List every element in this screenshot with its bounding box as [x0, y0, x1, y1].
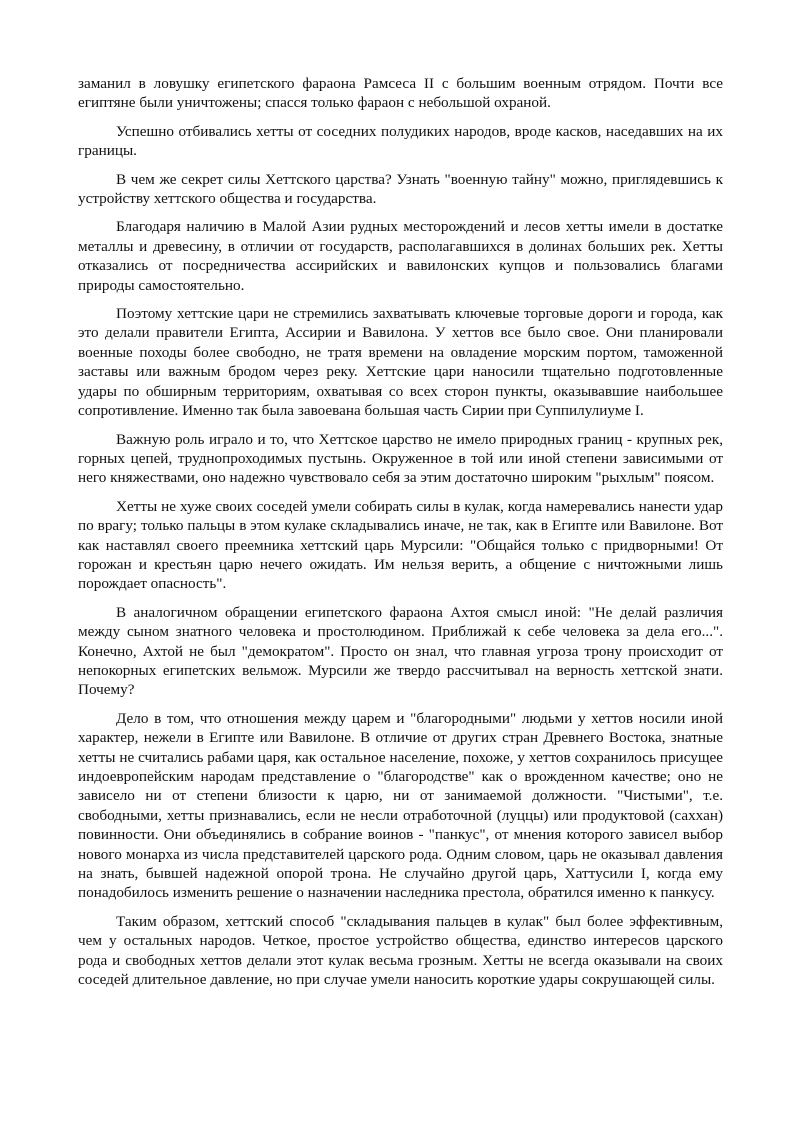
paragraph-natural-borders: Важную роль играло и то, что Хеттское царство не имело природных границ - крупных рек, горных цепей, труднопроходимых пустынь. Окруженное в той или иной степени зависимыми от него княжествами, оно надежно чувствовало себя за этим достаточно широким "рыхлым" поясом. [78, 430, 723, 487]
paragraph-military-campaigns: Поэтому хеттские цари не стремились захватывать ключевые торговые дороги и города, как это делали правители Египта, Ассирии и Вавилона. У хеттов все было свое. Они планировали военные походы более свободно, не тратя времени на овладение морским портом, таможенной заставы или важным бродом через реку. Хеттские цари наносили тщательно подготовленные удары по обширным территориям, охватывая со всех сторон пункты, оказывавшие наибольшее сопротивление. Именно так была завоевана большая часть Сирии при Суппилулиуме I. [78, 305, 723, 420]
paragraph-nobility-pankus: Дело в том, что отношения между царем и "благородными" людьми у хеттов носили иной характер, нежели в Египте или Вавилоне. В отличие от других стран Древнего Востока, знатные хетты не считались рабами царя, как остальное население, похоже, у хеттов сохранилось присущее индоевропейским народам представление о "благородстве" как о врожденном качестве; оно не зависело ни от степени близости к царю, ни от занимаемой должности. "Чистыми", т.е. свободными, хетты признавались, если не несли отработочной (луццы) или продуктовой (саххан) повинности. Они объединялись в собрание воинов - "панкус", от мнения которого зависел выбор нового монарха из числа представителей царского рода. Одним словом, царь не оказывал давления на знать, бывшей надежной опорой трона. Не случайно другой царь, Хаттусили I, когда ему понадобилось изменить решение о назначении наследника престола, обратился именно к панкусу. [78, 709, 723, 902]
paragraph-conclusion: Таким образом, хеттский способ "складывания пальцев в кулак" был более эффективным, чем у остальных народов. Четкое, простое устройство общества, единство интересов царского рода и свободных хеттов делали этот кулак весьма грозным. Хетты не всегда оказывали на своих соседей длительное давление, но при случае умели наносить короткие удары сокрушающей силы. [78, 912, 723, 989]
paragraph-mursili-advice: Хетты не хуже своих соседей умели собирать силы в кулак, когда намеревались нанести удар по врагу; только пальцы в этом кулаке складывались иначе, не так, как в Египте или Вавилоне. Вот как наставлял своего преемника хеттский царь Мурсили: "Общайся только с придворными! От горожан и крестьян царю нечего ожидать. Им нельзя верить, а общение с ничтожными лишь порождает опасность". [78, 497, 723, 593]
paragraph-ramses-trap: заманил в ловушку египетского фараона Рамсеса II с большим военным отрядом. Почти все египтяне были уничтожены; спасся только фараон с небольшой охраной. [78, 75, 723, 112]
document-page [78, 74, 723, 998]
paragraph-akhtoy-address: В аналогичном обращении египетского фараона Ахтоя смысл иной: "Не делай различия между сыном знатного человека и простолюдином. Приближай к себе человека за дела его...". Конечно, Ахтой не был "демократом". Просто он знал, что главная угроза трону происходит от непокорных египетских вельмож. Мурсили же твердо рассчитывал на верность хеттской знати. Почему? [78, 603, 723, 699]
paragraph-natural-resources: Благодаря наличию в Малой Азии рудных месторождений и лесов хетты имели в достатке металлы и древесину, в отличии от государств, располагавшихся в долинах больших рек. Хетты отказались от посредничества ассирийских и вавилонских купцов и пользовались благами природы самостоятельно. [78, 218, 723, 294]
paragraph-secret-of-strength: В чем же секрет силы Хеттского царства? Узнать "военную тайну" можно, приглядевшись к устройству хеттского общества и государства. [78, 170, 723, 208]
paragraph-kaski: Успешно отбивались хетты от соседних полудиких народов, вроде касков, наседавших на их границы. [78, 122, 723, 160]
